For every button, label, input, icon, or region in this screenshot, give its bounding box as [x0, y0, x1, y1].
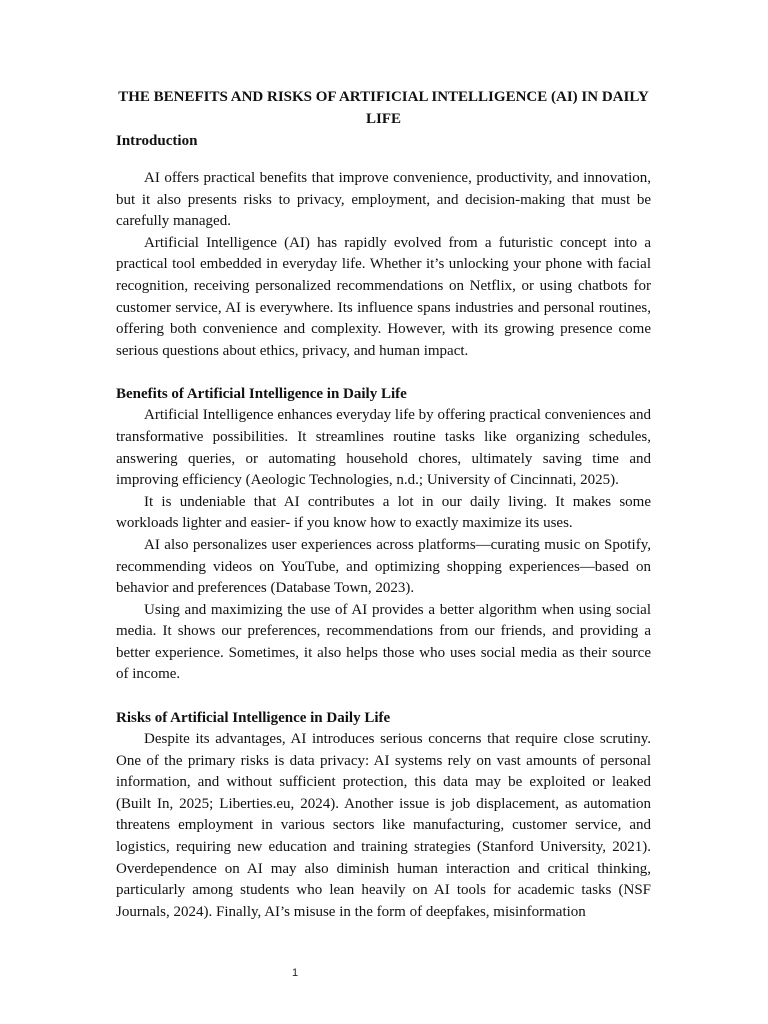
benefits-paragraph-3: AI also personalizes user experiences across platforms—curating music on Spotify, recommending videos on YouTube, and optimizing shopping experiences—based on behavior and preferences (Database Town, 2023).: [116, 536, 651, 597]
introduction-section: [116, 168, 651, 362]
risks-section: [116, 729, 651, 923]
benefits-heading: Benefits of Artificial Intelligence in Daily Life: [116, 386, 407, 403]
benefits-paragraph-2: It is undeniable that AI contributes a lot in our daily living. It makes some workloads lighter and easier- if you know how to exactly maximize its uses.: [116, 493, 651, 532]
introduction-paragraph-2: Artificial Intelligence (AI) has rapidly evolved from a futuristic concept into a practical tool embedded in everyday life. Whether it’s unlocking your phone with facial recognition, receiving personalized recommendations on Netflix, or using chatbots for customer service, AI is everywhere. Its influence spans industries and personal routines, offering both convenience and complexity. However, with its growing presence come serious questions about ethics, privacy, and human impact.: [116, 234, 651, 359]
document-page: [116, 86, 651, 923]
risks-paragraph-1: Despite its advantages, AI introduces serious concerns that require close scrutiny. One of the primary risks is data privacy: AI systems rely on vast amounts of personal information, and without sufficient protection, this data may be exploited or leaked (Built In, 2025; Liberties.eu, 2024). Another issue is job displacement, as automation threatens employment in various sectors like manufacturing, customer service, and logistics, requiring new education and training strategies (Stanford University, 2021). Overdependence on AI may also diminish human interaction and critical thinking, particularly among students who lean heavily on AI tools for academic tasks (NSF Journals, 2024). Finally, AI’s misuse in the form of deepfakes, misinformation: [116, 731, 651, 920]
introduction-paragraph-1: AI offers practical benefits that improve convenience, productivity, and innovation, but it also presents risks to privacy, employment, and decision-making that must be carefully managed.: [116, 170, 651, 230]
benefits-section: [116, 405, 651, 686]
page-number: 1: [291, 967, 299, 979]
benefits-paragraph-4: Using and maximizing the use of AI provides a better algorithm when using social media. It shows our preferences, recommendations from our friends, and providing a better experience. Sometimes, it also helps those who uses social media as their source of income.: [116, 601, 651, 683]
benefits-paragraph-1: Artificial Intelligence enhances everyday life by offering practical conveniences and transformative possibilities. It streamlines routine tasks like organizing schedules, answering queries, or automating household chores, ultimately saving time and improving efficiency (Aeologic Technologies, n.d.; University of Cincinnati, 2025).: [116, 407, 651, 489]
document-title: THE BENEFITS AND RISKS OF ARTIFICIAL INTELLIGENCE (AI) IN DAILY LIFE: [118, 89, 649, 127]
risks-heading: Risks of Artificial Intelligence in Daily Life: [116, 710, 391, 727]
introduction-heading: Introduction: [116, 133, 198, 149]
